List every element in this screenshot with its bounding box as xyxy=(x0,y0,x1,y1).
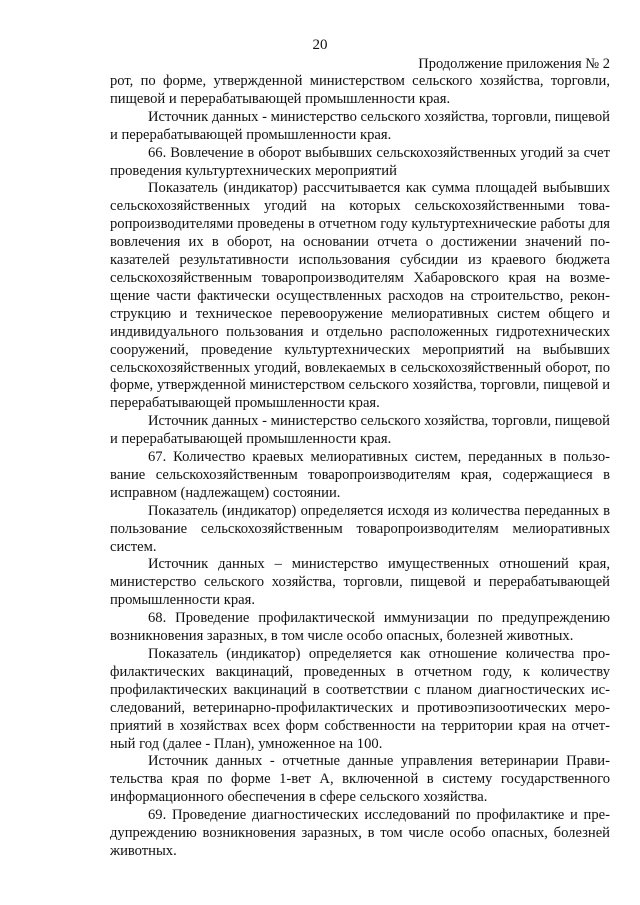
paragraph: Источник данных - министерство сельского хозяйства, торговли, пищевой и перерабатывающей промышленности края. xyxy=(110,413,610,448)
paragraph: Показатель (индикатор) определяется исходя из количества переданных в пользование сельскохозяйственным товаропроизводителям мелиоративных систем. xyxy=(110,502,610,555)
paragraph: Источник данных - министерство сельского хозяйства, торговли, пищевой и перерабатывающей промышленности края. xyxy=(110,108,610,143)
paragraph: Источник данных - отчетные данные управления ветеринарии Правительства края по форме 1-вет А, включенной в систему государственного информационного обеспечения в сфере сельского хозяйства. xyxy=(110,753,610,806)
paragraph-heading-66: 66. Вовлечение в оборот выбывших сельскохозяйственных угодий за счет проведения культуртехнических мероприятий xyxy=(110,144,610,179)
paragraph: Показатель (индикатор) определяется как отношение количества профилактических вакцинаций, проведенных в отчетном году, к количеству профилактических вакцинаций в соответствии с планом диагностических исследований, ветеринарно-профилактических и противоэпизоотических мероприятий в хозяйствах всех форм собственности на территории края на отчетный год (далее - План), умноженное на 100. xyxy=(110,646,610,752)
body-text xyxy=(110,73,610,861)
paragraph-heading-69: 69. Проведение диагностических исследований по профилактике и предупреждению возникновения заразных, в том числе особо опасных, болезней животных. xyxy=(110,807,610,859)
paragraph: Показатель (индикатор) рассчитывается как сумма площадей выбывших сельскохозяйственных угодий на которых сельскохозяйственными товаропроизводителями проведены в отчетном году культуртехнические работы для вовлечения их в оборот, на основании отчета о достижении значений показателей результативности использования субсидии из краевого бюджета сельскохозяйственным товаропроизводителям Хабаровского края на возмещение части фактически осуществленных расходов на строительство, реконструкцию и техническое перевооружение мелиоративных систем общего и индивидуального пользования и отдельно расположенных гидротехнических сооружений, проведение культуртехнических мероприятий на выбывших сельскохозяйственных угодий, вовлекаемых в сельскохозяйственный оборот, по форме, утвержденной министерством сельского хозяйства, торговли, пищевой и перерабатывающей промышленности края. xyxy=(110,180,610,412)
paragraph-heading-68: 68. Проведение профилактической иммунизации по предупреждению возникновения заразных, в том числе особо опасных, болезней животных. xyxy=(110,610,610,645)
page-number: 20 xyxy=(312,37,328,53)
paragraph: рот, по форме, утвержденной министерством сельского хозяйства, торговли, пищевой и перерабатывающей промышленности края. xyxy=(110,73,610,107)
paragraph-heading-67: 67. Количество краевых мелиоративных систем, переданных в пользование сельскохозяйственным товаропроизводителям края, содержащиеся в исправном (надлежащем) состоянии. xyxy=(110,449,610,501)
paragraph: Источник данных – министерство имущественных отношений края, министерство сельского хозяйства, торговли, пищевой и перерабатывающей промышленности края. xyxy=(110,556,610,609)
running-head: Продолжение приложения № 2 xyxy=(418,56,610,72)
